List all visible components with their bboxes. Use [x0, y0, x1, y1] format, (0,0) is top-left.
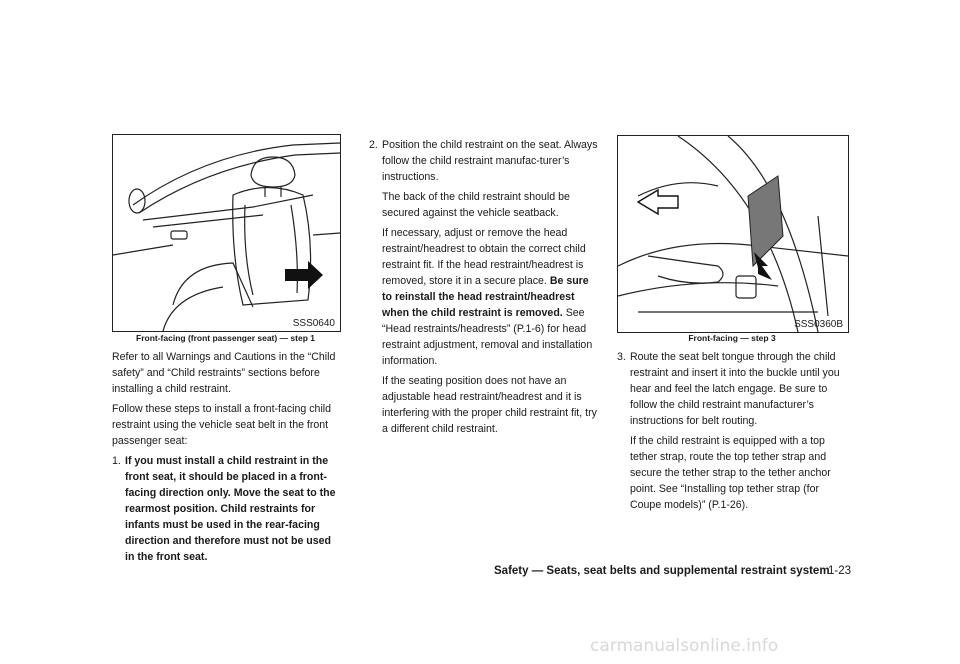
belt-illustration — [618, 136, 848, 332]
figure-caption: Front-facing — step 3 — [688, 333, 776, 343]
head-restraint-text: If necessary, adjust or remove the head restraint/headrest to obtain the correct child restraint fit. If the head restraint/headrest is removed, store it in a secure place. — [382, 227, 586, 287]
step-number: 3. — [617, 351, 626, 363]
column-3 — [617, 349, 849, 517]
head-restraint-reference: See “Head restraints/headrests” (P.1-6) for head restraint adjustment, removal and installation information. — [382, 307, 593, 367]
tether-paragraph: If the child restraint is equipped with a top tether strap, route the top tether strap and secure the tether strap to the tether anchor point. See “Installing top tether strap (for Coupe models)” (P.1-26). — [630, 435, 831, 511]
seat-illustration — [113, 135, 340, 331]
figure-code: SSS0640 — [292, 318, 335, 329]
figure-front-passenger-seat — [112, 134, 341, 332]
head-restraint-paragraph — [369, 225, 599, 369]
step-3-text: Route the seat belt tongue through the child restraint and insert it into the buckle until you hear and feel the latch engage. Be sure to follow the child restraint manufacturer’s instructions for belt routing. — [630, 351, 840, 427]
step-1 — [112, 453, 342, 565]
step-number: 2. — [369, 139, 378, 151]
figure-code: SSS0360B — [794, 319, 843, 330]
section-footer: Safety — Seats, seat belts and supplemental restraint system — [494, 565, 830, 577]
figure-caption: Front-facing (front passenger seat) — step 1 — [136, 333, 315, 343]
column-1 — [112, 349, 342, 565]
step-2-text: Position the child restraint on the seat. Always follow the child restraint manufac-turer’s instructions. — [382, 139, 598, 183]
step-1-text: If you must install a child restraint in the front seat, it should be placed in a front-facing direction only. Move the seat to the rearmost position. Child restraints for infants must be used in the rear-facing direction and therefore must not be used in the front seat. — [125, 455, 336, 563]
seatback-paragraph: The back of the child restraint should be secured against the vehicle seatback. — [382, 191, 570, 219]
step-3 — [617, 349, 849, 429]
watermark: carmanualsonline.info — [590, 636, 779, 656]
column-2 — [369, 137, 599, 441]
steps-intro: Follow these steps to install a front-facing child restraint using the vehicle seat belt in the front passenger seat: — [112, 403, 332, 447]
figure-seat-belt-routing — [617, 135, 849, 333]
seating-position-paragraph: If the seating position does not have an adjustable head restraint/headrest and it is interfering with the proper child restraint fit, try a different child restraint. — [382, 375, 597, 435]
step-2 — [369, 137, 599, 185]
step-number: 1. — [112, 455, 121, 467]
head-restraint-warning: Be sure to reinstall the head restraint/headrest when the child restraint is removed. — [382, 275, 589, 319]
intro-paragraph: Refer to all Warnings and Cautions in the “Child safety” and “Child restraints” sections before installing a child restraint. — [112, 351, 336, 395]
page-number: 1-23 — [828, 565, 852, 577]
